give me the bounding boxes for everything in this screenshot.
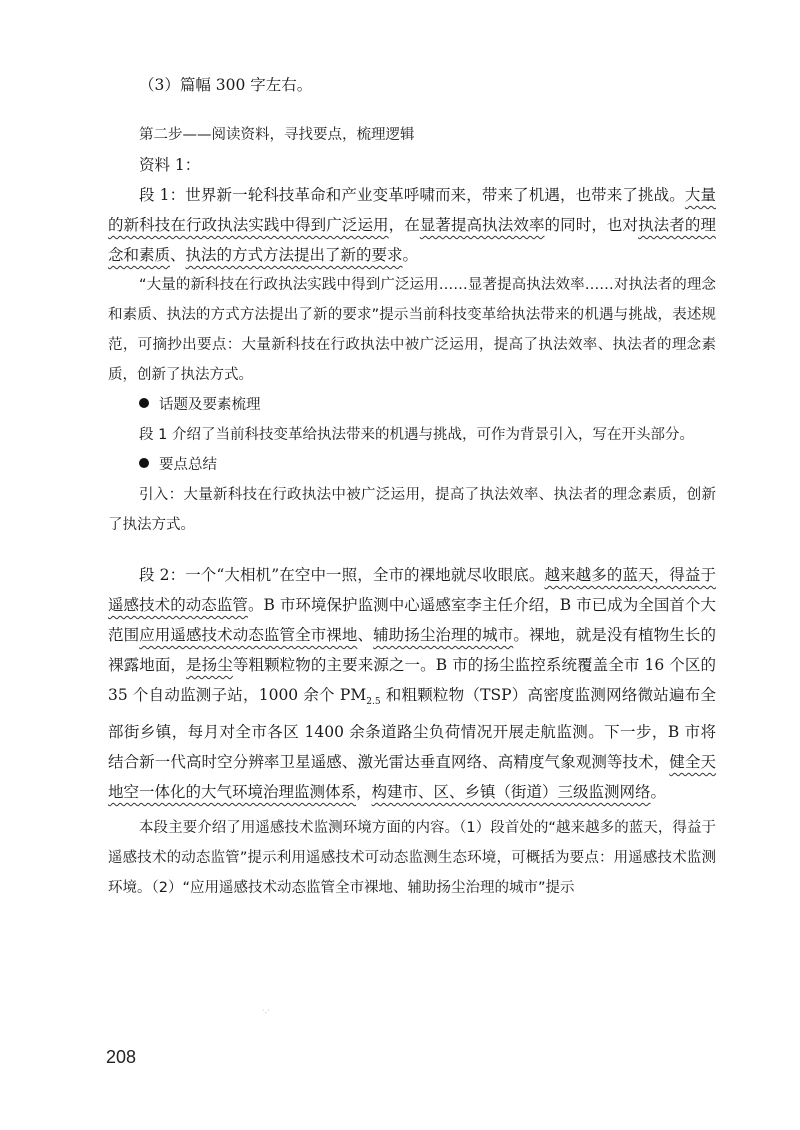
underline-6: 应用遥感技术动态监管全市裸地 xyxy=(139,626,358,644)
underline-4: 执法的方式方法提出了新的要求 xyxy=(185,246,403,264)
bullet-topic: 话题及要素梳理 xyxy=(108,390,716,420)
analysis-1: “大量的新科技在行政执法实践中得到广泛运用……显著提高执法效率……对执法者的理念和素质、执法的方式方法提出了新的要求”提示当前科技变革给执法带来的机遇与挑战，表述规范，可摘抄出要点：大量新科技在行政执法中被广泛运用，提高了执法效率、执法者的理念素质，创新了执法方式。 xyxy=(108,277,716,383)
page-body xyxy=(108,70,716,903)
analysis-2: 本段主要介绍了用遥感技术监测环境方面的内容。（1）段首处的“越来越多的蓝天，得益于遥感技术的动态监管”提示利用遥感技术可动态监测生态环境，可概括为要点：用遥感技术监测环境。（2）“应用遥感技术动态监管全市裸地、辅助扬尘治理的城市”提示 xyxy=(108,820,716,897)
topic-1: 段 1 介绍了当前科技变革给执法带来的机遇与挑战，可作为背景引入，写在开头部分。 xyxy=(139,427,694,443)
paragraph-1: 段 1：世界新一轮科技革命和产业变革呼啸而来，带来了机遇，也带来了挑战。大量的新科技在行政执法实践中得到广泛运用，在显著提高执法效率的同时，也对执法者的理念和素质、执法的方式方法提出了新的要求。 xyxy=(108,186,716,264)
underline-9: 健全天地空一体化的大气环境治理监测体系 xyxy=(108,753,716,802)
bullet-icon xyxy=(139,458,149,468)
underline-8: 是扬尘 xyxy=(186,656,233,674)
underline-2: 显著提高执法效率 xyxy=(419,216,545,234)
material-1-label: 资料 1： xyxy=(139,156,201,174)
underline-1: 大量的新科技在行政执法实践中得到广泛运用 xyxy=(108,186,716,234)
underline-10: 构建市、区、乡镇（街道）三级监测网络 xyxy=(371,783,651,802)
paragraph-2: 段 2：一个“大相机”在空中一照，全市的裸地就尽收眼底。越来越多的蓝天，得益于遥感技术的动态监管。B 市环境保护监测中心遥感室李主任介绍，B 市已成为全国首个大范围应用遥感技术动态监管全市裸地、辅助扬尘治理的城市。裸地，就是没有植物生长的裸露地面，是扬尘等粗颗粒物的主要来源之一。B 市的扬尘监控系统覆盖全市 16 个区的 35 个自动监测子站，1000 余个 $PM_{2.5}$ 和粗颗粒物（TSP）高密度监测网络微站遍布全部街乡镇，每月对全市各区 1400 余条道路尘负荷情况开展走航监测。下一步，B 市将结合新一代高时空分辨率卫星遥感、激光雷达垂直网络、高精度气象观测等技术，健全天地空一体化的大气环境治理监测体系，构建市、区、乡镇（街道）三级监测网络。 xyxy=(108,566,716,802)
underline-5: 越来越多的蓝天，得益于遥感技术的动态监管 xyxy=(108,566,716,614)
bullet-icon xyxy=(139,398,149,408)
summary-1: 引入：大量新科技在行政执法中被广泛运用，提高了执法效率、执法者的理念素质，创新了执法方式。 xyxy=(108,487,716,533)
step2-heading: 第二步——阅读资料，寻找要点，梳理逻辑 xyxy=(139,127,415,143)
page-number: 208 xyxy=(106,1047,137,1067)
bullet-summary: 要点总结 xyxy=(108,450,716,480)
underline-7: 辅助扬尘治理的城市 xyxy=(373,626,514,644)
scan-mark: ·.· xyxy=(262,1006,270,1015)
underline-3: 执法者的理念和素质 xyxy=(108,216,716,264)
item-3: （3）篇幅 300 字左右。 xyxy=(139,76,313,94)
